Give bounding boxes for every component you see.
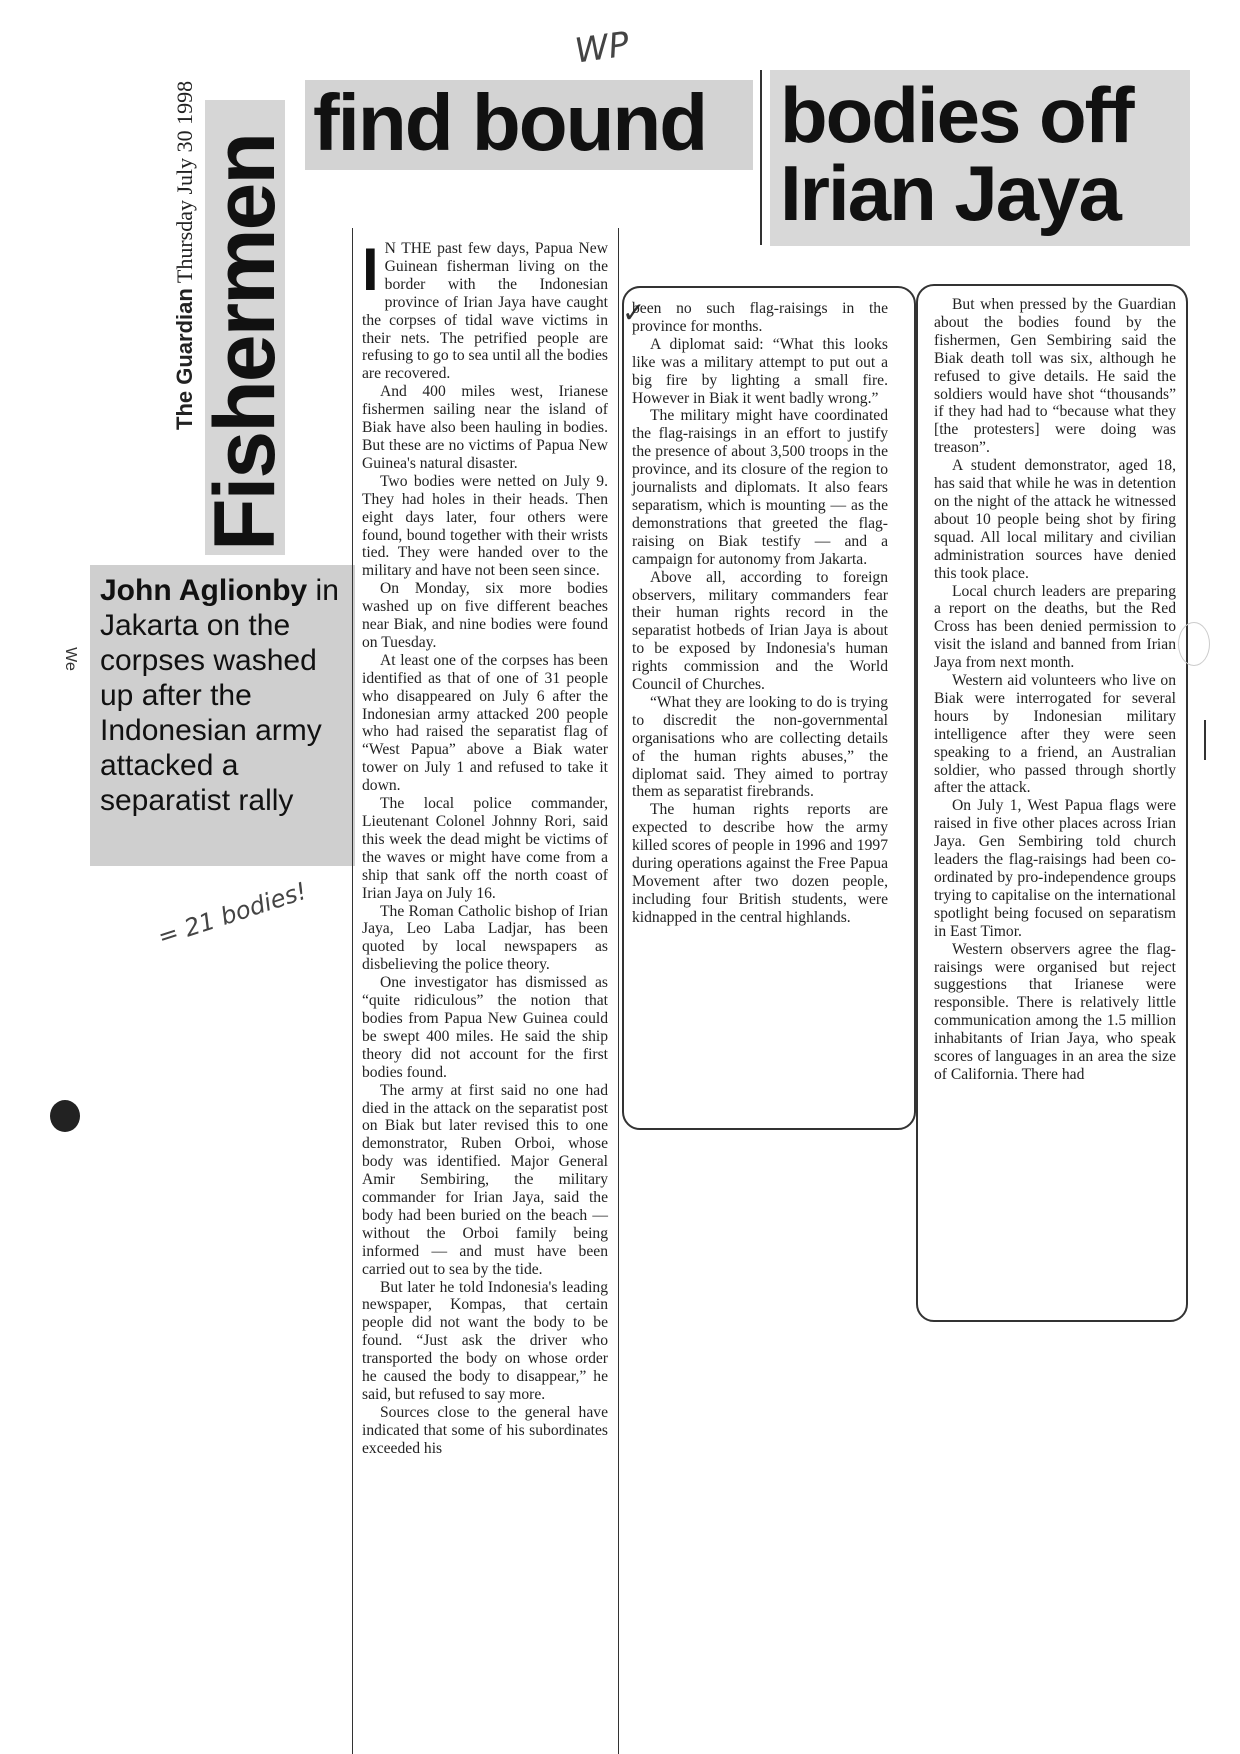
article-column-2 [632, 300, 888, 927]
paragraph: One investigator has dismissed as “quite ridiculous” the notion that bodies from Papua New Guinea could be swept 400 miles. He said the ship theory did not account for the first bodies found. [362, 974, 608, 1081]
headline-divider [760, 70, 762, 245]
paragraph: But when pressed by the Guardian about the bodies found by the fishermen, Gen Sembiring said the Biak death toll was six, although he refused to give details. He said the soldiers would have shot “thousands” if they had had to “because what they [the protesters] were doing was treason”. [934, 296, 1176, 457]
punch-hole [50, 1100, 80, 1132]
paragraph: On July 1, West Papua flags were raised in five other places across Irian Jaya. Gen Sembiring told church leaders the flag-raisings had been co-ordinated by pro-independence groups trying to capitalise on the international spotlight being focused on separatism in East Timor. [934, 797, 1176, 940]
handwritten-note-wp: WP [572, 24, 632, 72]
paragraph: Western aid volunteers who live on Biak were interrogated for several hours by Indonesian military intelligence after they were seen speaking to a friend, an Australian soldier, who passed through shortly after the attack. [934, 672, 1176, 797]
paragraph: A diplomat said: “What this looks like was a military attempt to put out a big fire by lighting a small fire. However in Biak it went badly wrong.” [632, 335, 888, 407]
tick-mark: ✓ [622, 296, 646, 329]
article-column-1 [362, 236, 608, 1458]
headline-line-irian-jaya: Irian Jaya [780, 149, 1120, 237]
drop-cap: I [362, 236, 379, 303]
paragraph: Above all, according to foreign observers, military commanders fear their human rights record in the separatist hotbeds of Irian Jaya is about to be exposed by Indonesia's human rights commission and the World Council of Churches. [632, 568, 888, 694]
paragraph: The Roman Catholic bishop of Irian Jaya, Leo Laba Ladjar, has been quoted by local newspapers as disbelieving the police theory. [362, 902, 608, 974]
margin-fragment: We [61, 647, 79, 671]
paragraph: And 400 miles west, Irianese fishermen sailing near the island of Biak have also been hauling in bodies. But these are no victims of Papua New Guinea's natural disaster. [362, 383, 608, 472]
headline-word-fishermen: Fishermen [197, 134, 293, 551]
paragraph: The military might have coordinated the flag-raisings in an effort to justify the presence of about 3,500 troops in the province, and its closure of the region to journalists and diplomats. It also fears separatism, which is mounting — as the demonstrations that greeted the flag-raising on Biak testify — and a campaign for autonomy from Jakarta. [632, 407, 888, 568]
byline-box [90, 565, 355, 866]
paragraph: At least one of the corpses has been identified as that of one of 31 people who disappeared on July 6 after the Indonesian army attacked 200 people who had raised the separatist flag of “West Papua” above a Biak water tower on July 1 and refused to take it down. [362, 651, 608, 795]
publication-name: The Guardian [172, 288, 197, 430]
paragraph: Two bodies were netted on July 9. They had holes in their heads. Then eight days later, four others were found, bound together with their wrists tied. They were handed over to the military and have not been seen since. [362, 472, 608, 580]
paragraph: Sources close to the general have indicated that some of his subordinates exceeded his [362, 1403, 608, 1457]
column-rule-mid [618, 228, 619, 1754]
headline-bodies-off [770, 70, 1190, 246]
scan-hole-right [1178, 622, 1210, 666]
paragraph: A student demonstrator, aged 18, has said that while he was in detention on the night of the attack he witnessed about 10 people being shot by firing squad. All local military and civilian administration sources have denied this took place. [934, 457, 1176, 582]
headline-line-bodies-off: bodies off [780, 71, 1133, 159]
paragraph: been no such flag-raisings in the province for months. [632, 300, 888, 335]
byline-summary: in Jakarta on the corpses washed up after the Indonesian army attacked a separatist rally [100, 574, 339, 817]
column-rule-left [352, 228, 353, 1754]
article-column-3 [934, 296, 1176, 1298]
paragraph: On Monday, six more bodies washed up on five different beaches near Biak, and nine bodies were found on Tuesday. [362, 580, 608, 651]
paragraph: The human rights reports are expected to describe how the army killed scores of people in 1996 and 1997 during operations against the Free Papua Movement after two dozen people, including four British students, were kidnapped in the central highlands. [632, 801, 888, 926]
paragraph: The local police commander, Lieutenant Colonel Johnny Rori, said this week the dead might be victims of the waves or might have come from a ship that sank off the north coast of Irian Jaya on July 16. [362, 795, 608, 902]
paragraph: Western observers agree the flag-raisings were organised but reject suggestions that Irianese were responsible. There is relatively little communication among the 1.5 million inhabitants of Irian Jaya, who speak scores of languages in an area the size of California. There had [934, 940, 1176, 1083]
byline-author: John Aglionby [100, 574, 308, 607]
dateline-text: Thursday July 30 1998 [172, 80, 197, 284]
margin-bracket [1204, 720, 1206, 760]
handwritten-note-bodies: = 21 bodies! [154, 876, 311, 952]
paragraph: Local church leaders are preparing a report on the deaths, but the Red Cross has been denied permission to visit the island and banned from Irian Jaya from next month. [934, 582, 1176, 672]
headline-fishermen-block [197, 100, 293, 555]
paragraph: But later he told Indonesia's leading newspaper, Kompas, that certain people did not want the body to be found. “Just ask the driver who transported the body on whose order he caused the body to disappear,” he said, but refused to say more. [362, 1278, 608, 1403]
headline-find-bound: find bound [305, 80, 753, 170]
paragraph: “What they are looking to do is trying to discredit the non-governmental organisations who are collecting details of the human rights abuses,” the diplomat said. They aimed to portray them as separatist firebrands. [632, 693, 888, 801]
paragraph: The army at first said no one had died in the attack on the separatist post on Biak but later revised this to one demonstrator, Ruben Orboi, whose body was identified. Major General Amir Sembiring, the military commander for Irian Jaya, said the body had been buried on the beach — without the Orboi family being informed — and must have been carried out to sea by the tide. [362, 1081, 608, 1278]
paragraph: N THE past few days, Papua New Guinean fisherman living on the border with the Indonesian province of Irian Jaya have caught the corpses of tidal wave victims in their nets. The petrified people are refusing to go to sea until all the bodies are recovered. [362, 240, 608, 383]
